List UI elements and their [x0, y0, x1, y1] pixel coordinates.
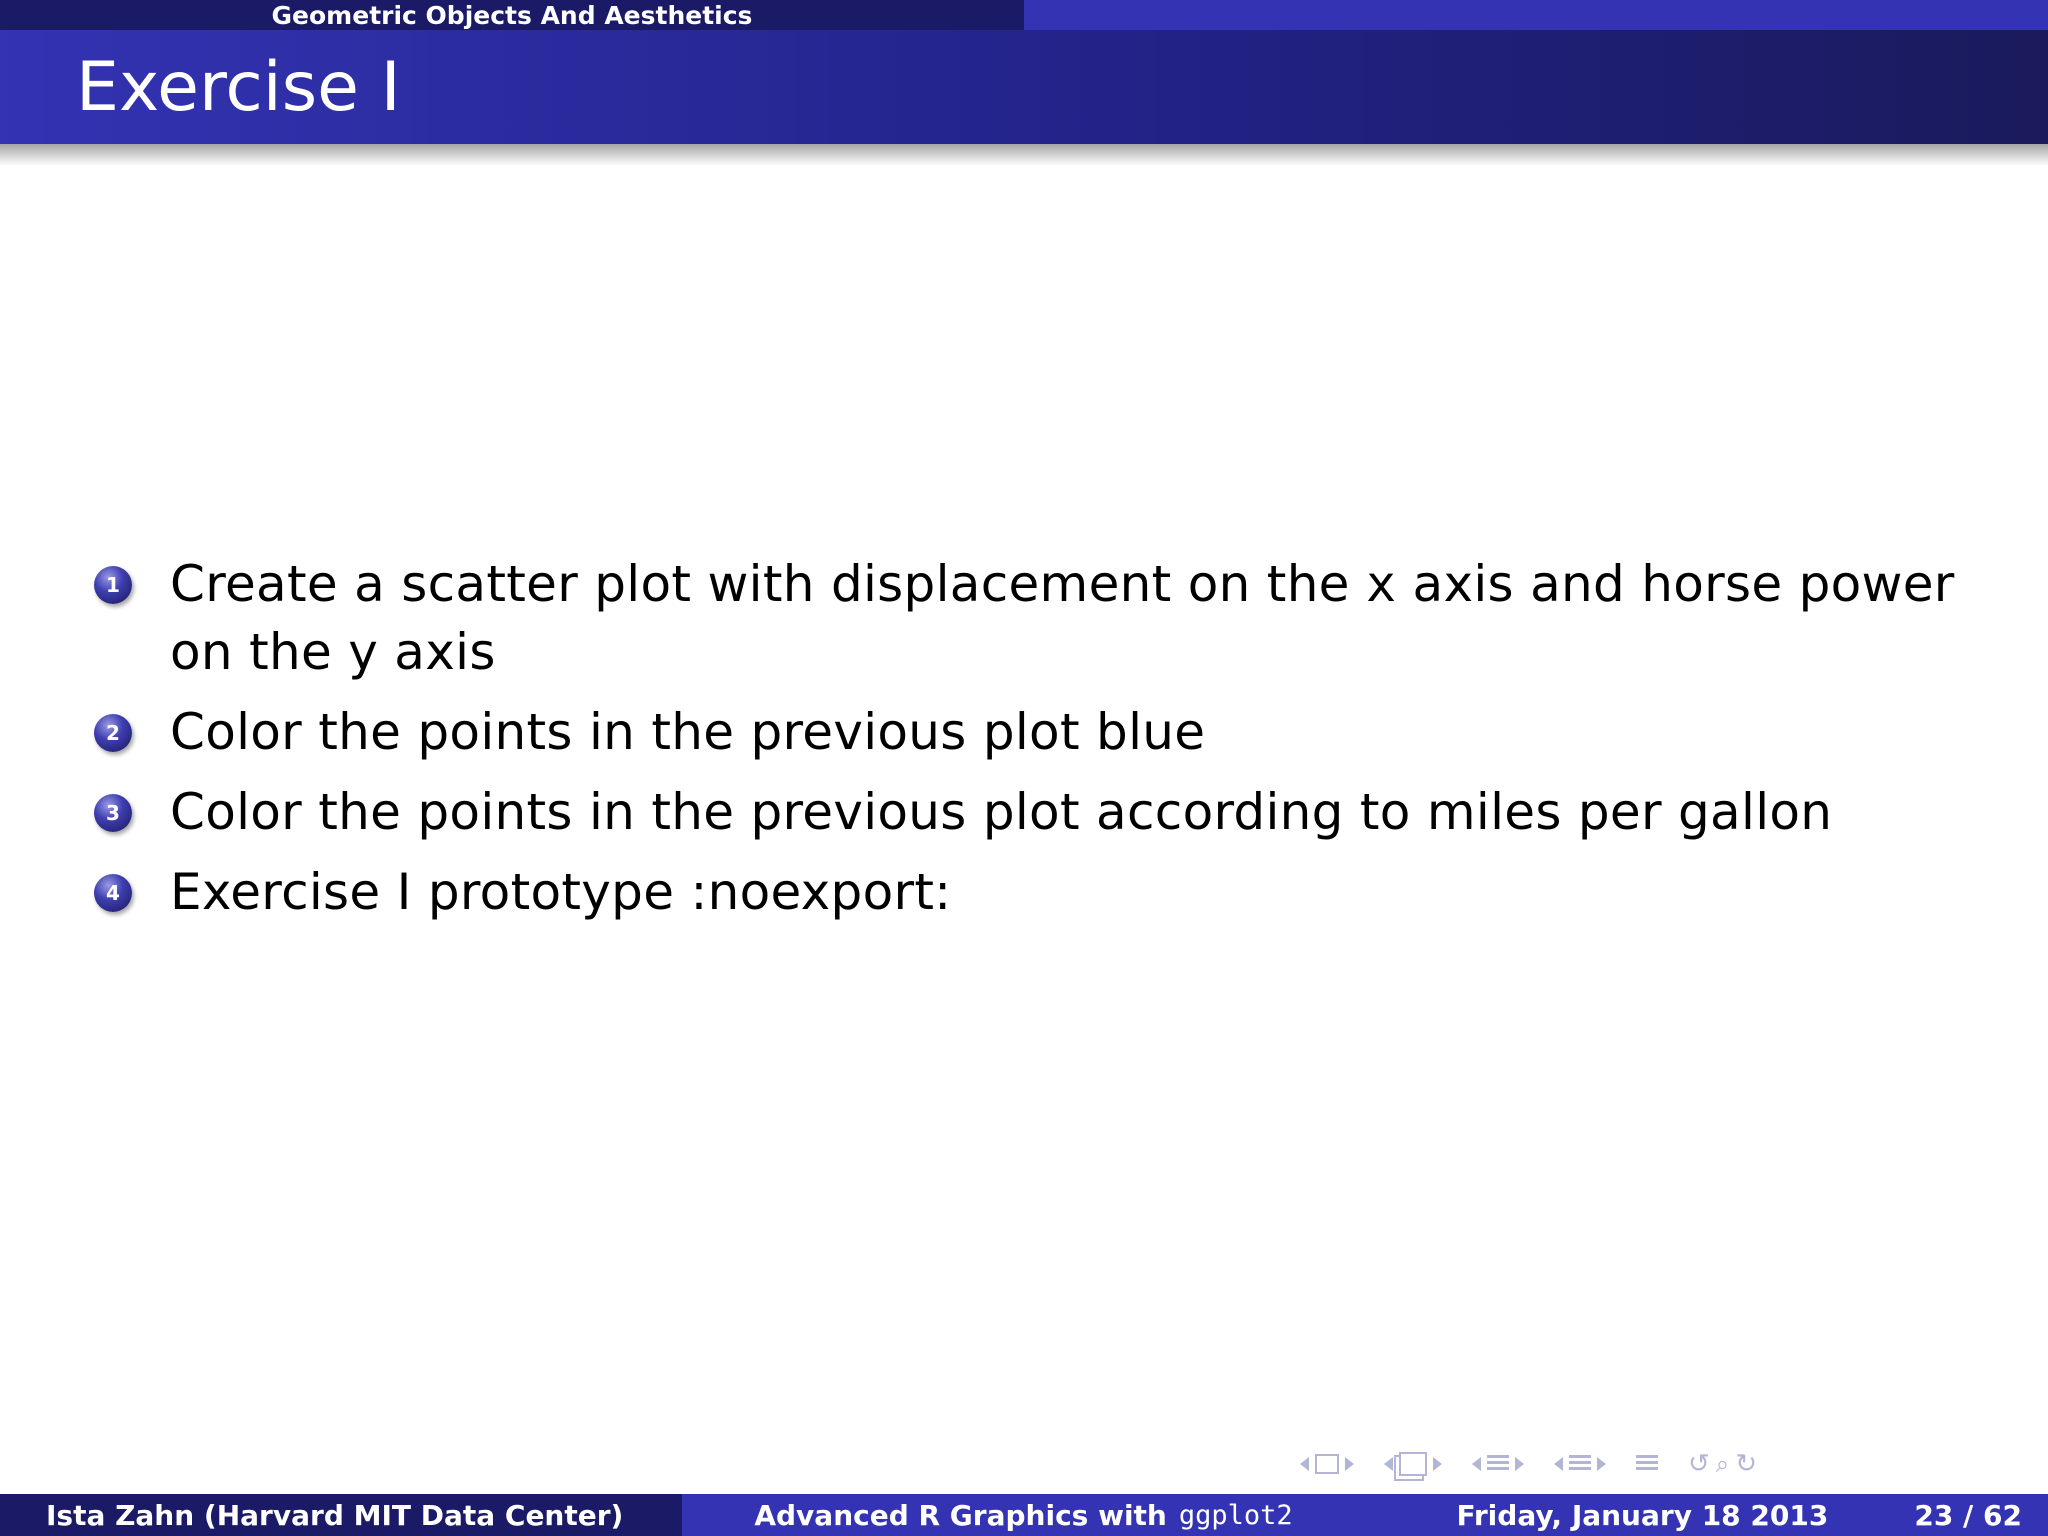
list-item — [92, 858, 2002, 926]
title-shadow — [0, 144, 2048, 166]
footer-title — [682, 1494, 1365, 1536]
subsection-icon[interactable] — [1399, 1452, 1427, 1476]
frame-title: Exercise I — [76, 48, 401, 127]
section-name: Geometric Objects And Aesthetics — [271, 1, 753, 30]
item-text-part: axis and horse power on the y axis — [170, 555, 1955, 681]
list-item — [92, 778, 2002, 846]
footer-title-code: ggplot2 — [1178, 1499, 1293, 1531]
frame-icon[interactable] — [1315, 1454, 1339, 1474]
document-icon[interactable] — [1636, 1455, 1658, 1473]
nav-group-frame — [1300, 1454, 1354, 1474]
frame-title-bar — [0, 30, 2048, 144]
nav-group-section — [1472, 1455, 1524, 1473]
navigation-bar — [1300, 1448, 2040, 1480]
enumerated-list — [92, 550, 2002, 938]
search-icon[interactable]: ⌕ — [1715, 1450, 1730, 1478]
item-number-ball: 3 — [94, 794, 132, 832]
nav-group-search — [1688, 1449, 1757, 1479]
footer-author: Ista Zahn (Harvard MIT Data Center) — [0, 1494, 682, 1536]
headline-section-box — [0, 0, 1024, 30]
nav-group-document — [1636, 1455, 1658, 1473]
footer-title-text: Advanced R Graphics with — [754, 1498, 1167, 1532]
footer-date: Friday, January 18 2013 — [1456, 1498, 1829, 1532]
next-subsection-icon[interactable] — [1433, 1457, 1442, 1471]
item-number-ball: 1 — [94, 566, 132, 604]
nav-group-part — [1554, 1455, 1606, 1473]
footer-page-number: 23 / 62 — [1914, 1498, 2022, 1532]
part-icon[interactable] — [1569, 1455, 1591, 1473]
list-item — [92, 550, 2002, 686]
item-text: Color the points in the previous plot according to miles per gallon — [170, 783, 1833, 841]
nav-group-subsection — [1384, 1452, 1442, 1476]
prev-section-icon[interactable] — [1472, 1457, 1481, 1471]
headline-bar — [0, 0, 2048, 30]
prev-subsection-icon[interactable] — [1384, 1457, 1393, 1471]
item-number-ball: 2 — [94, 714, 132, 752]
footline — [0, 1494, 2048, 1536]
item-code: x — [1365, 555, 1397, 613]
item-text: Color the points in the previous plot blue — [170, 703, 1206, 761]
prev-part-icon[interactable] — [1554, 1457, 1563, 1471]
next-part-icon[interactable] — [1597, 1457, 1606, 1471]
forward-icon[interactable]: ↻ — [1735, 1449, 1758, 1479]
item-text-part: Create a scatter plot with displacement on the — [170, 555, 1366, 613]
footer-date-page — [1365, 1494, 2048, 1536]
item-text — [170, 550, 2002, 686]
next-section-icon[interactable] — [1515, 1457, 1524, 1471]
prev-frame-icon[interactable] — [1300, 1457, 1309, 1471]
item-number-ball: 4 — [94, 874, 132, 912]
list-item — [92, 698, 2002, 766]
next-frame-icon[interactable] — [1345, 1457, 1354, 1471]
back-icon[interactable]: ↺ — [1688, 1449, 1710, 1479]
section-icon[interactable] — [1487, 1455, 1509, 1473]
item-text: Exercise I prototype :noexport: — [170, 863, 952, 921]
